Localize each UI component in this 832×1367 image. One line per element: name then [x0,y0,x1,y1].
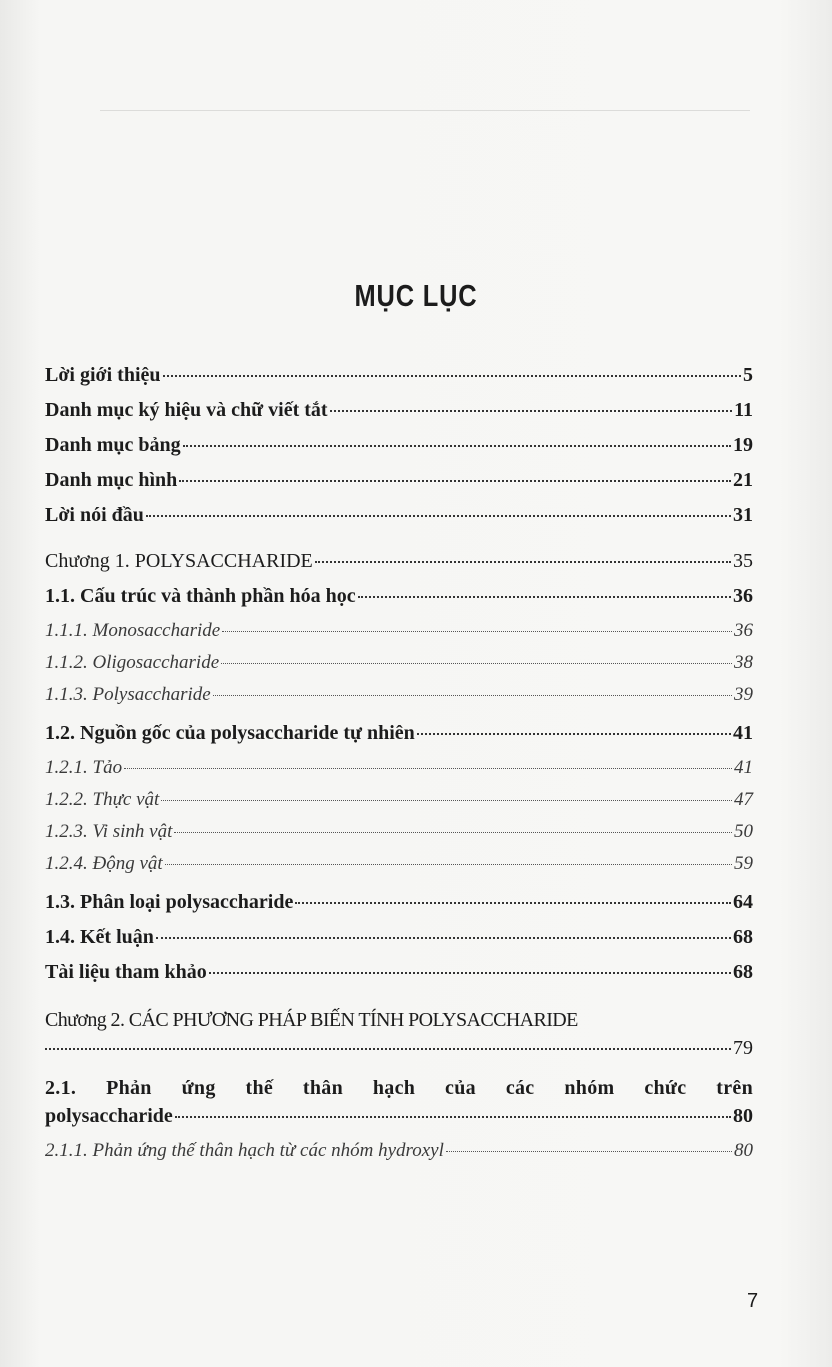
toc-subentry[interactable] [45,755,753,781]
toc-label: 2.1.1. Phản ứng thế thân hạch từ các nhóm hydroxyl [45,1140,444,1161]
bleed-through-rule [100,110,750,111]
table-of-contents [45,362,753,1170]
leader-dots [315,561,731,563]
leader-dots [175,1116,731,1118]
toc-entry[interactable] [45,362,753,388]
toc-label: Chương 1. POLYSACCHARIDE [45,550,313,572]
leader-dots [209,972,731,974]
leader-dots [174,832,732,833]
toc-label: Lời nói đầu [45,504,144,526]
toc-page: 35 [733,550,753,572]
leader-dots [165,864,732,865]
toc-label: 1.1.1. Monosaccharide [45,620,221,641]
toc-subentry[interactable] [45,618,753,644]
toc-entry[interactable] [45,397,753,423]
toc-label: Danh mục ký hiệu và chữ viết tắt [45,399,328,421]
toc-label: 1.3. Phân loại polysaccharide [45,891,294,913]
subsection-list-1-2 [45,755,753,877]
toc-label: 1.2.2. Thực vật [45,789,160,810]
toc-entry-section-1-2[interactable] [45,720,753,746]
toc-page: 50 [734,821,753,842]
toc-entry-section-2-1-label[interactable]: 2.1. Phản ứng thế thân hạch của các nhóm chức trên [45,1077,753,1099]
leader-dots [446,1151,732,1152]
toc-label: Lời giới thiệu [45,364,161,386]
page-number: 7 [747,1290,759,1312]
toc-entry-references[interactable] [45,959,753,985]
toc-page: 64 [733,891,753,913]
toc-entry-section-1-4[interactable] [45,924,753,950]
leader-dots [295,902,731,904]
leader-dots [222,631,732,632]
toc-label: 1.2.3. Vi sinh vật [45,821,173,842]
toc-page: 11 [734,399,753,421]
toc-entry-chapter-2-leader[interactable] [45,1035,753,1061]
subsection-list-1-1 [45,618,753,708]
toc-label: 1.2. Nguồn gốc của polysaccharide tự nhiên [45,722,415,744]
toc-entry-section-2-1[interactable] [45,1103,753,1129]
toc-label: Tài liệu tham khảo [45,961,207,983]
leader-dots [221,663,732,664]
toc-entry[interactable] [45,432,753,458]
leader-dots [358,596,731,598]
toc-page: 68 [733,961,753,983]
toc-page: 21 [733,469,753,491]
toc-page: 68 [733,926,753,948]
toc-label: 1.1.3. Polysaccharide [45,684,211,705]
toc-page: 19 [733,434,753,456]
toc-page: 41 [733,722,753,744]
toc-page: 38 [734,652,753,673]
toc-page: 36 [734,620,753,641]
toc-page: 39 [734,684,753,705]
leader-dots [161,800,732,801]
toc-entry-section-1-1[interactable] [45,583,753,609]
toc-label: polysaccharide [45,1105,173,1127]
toc-page: 31 [733,504,753,526]
leader-dots [213,695,732,696]
leader-dots [45,1048,731,1050]
leader-dots [163,375,742,377]
leader-dots [146,515,731,517]
toc-label: 1.1. Cấu trúc và thành phần hóa học [45,585,356,607]
toc-page: 80 [734,1140,753,1161]
toc-subentry[interactable] [45,650,753,676]
toc-label: 1.4. Kết luận [45,926,154,948]
toc-entry-section-1-3[interactable] [45,889,753,915]
toc-subentry[interactable] [45,851,753,877]
front-matter-list [45,362,753,528]
toc-page: 41 [734,757,753,778]
toc-entry-chapter-2-label[interactable]: Chương 2. CÁC PHƯƠNG PHÁP BIẾN TÍNH POLYSACCHARIDE [45,1009,578,1031]
toc-entry[interactable] [45,502,753,528]
toc-page: 80 [733,1105,753,1127]
leader-dots [183,445,731,447]
toc-label: 1.2.1. Tảo [45,757,123,778]
toc-page: 59 [734,853,753,874]
leader-dots [330,410,733,412]
toc-entry[interactable] [45,467,753,493]
toc-page: 47 [734,789,753,810]
toc-label: 1.2.4. Động vật [45,853,163,874]
subsection-list-2-1 [45,1138,753,1164]
toc-subentry[interactable] [45,787,753,813]
leader-dots [124,768,732,769]
toc-entry-chapter-1[interactable] [45,548,753,574]
toc-subentry[interactable] [45,682,753,708]
toc-page: 5 [743,364,753,386]
page-title: MỤC LỤC [354,278,478,313]
toc-page: 36 [733,585,753,607]
toc-label: Danh mục hình [45,469,178,491]
toc-label: 1.1.2. Oligosaccharide [45,652,220,673]
toc-subentry[interactable] [45,1138,753,1164]
toc-subentry[interactable] [45,819,753,845]
leader-dots [417,733,731,735]
leader-dots [179,480,731,482]
toc-page: 79 [733,1037,753,1059]
leader-dots [156,937,731,939]
toc-label: Danh mục bảng [45,434,181,456]
